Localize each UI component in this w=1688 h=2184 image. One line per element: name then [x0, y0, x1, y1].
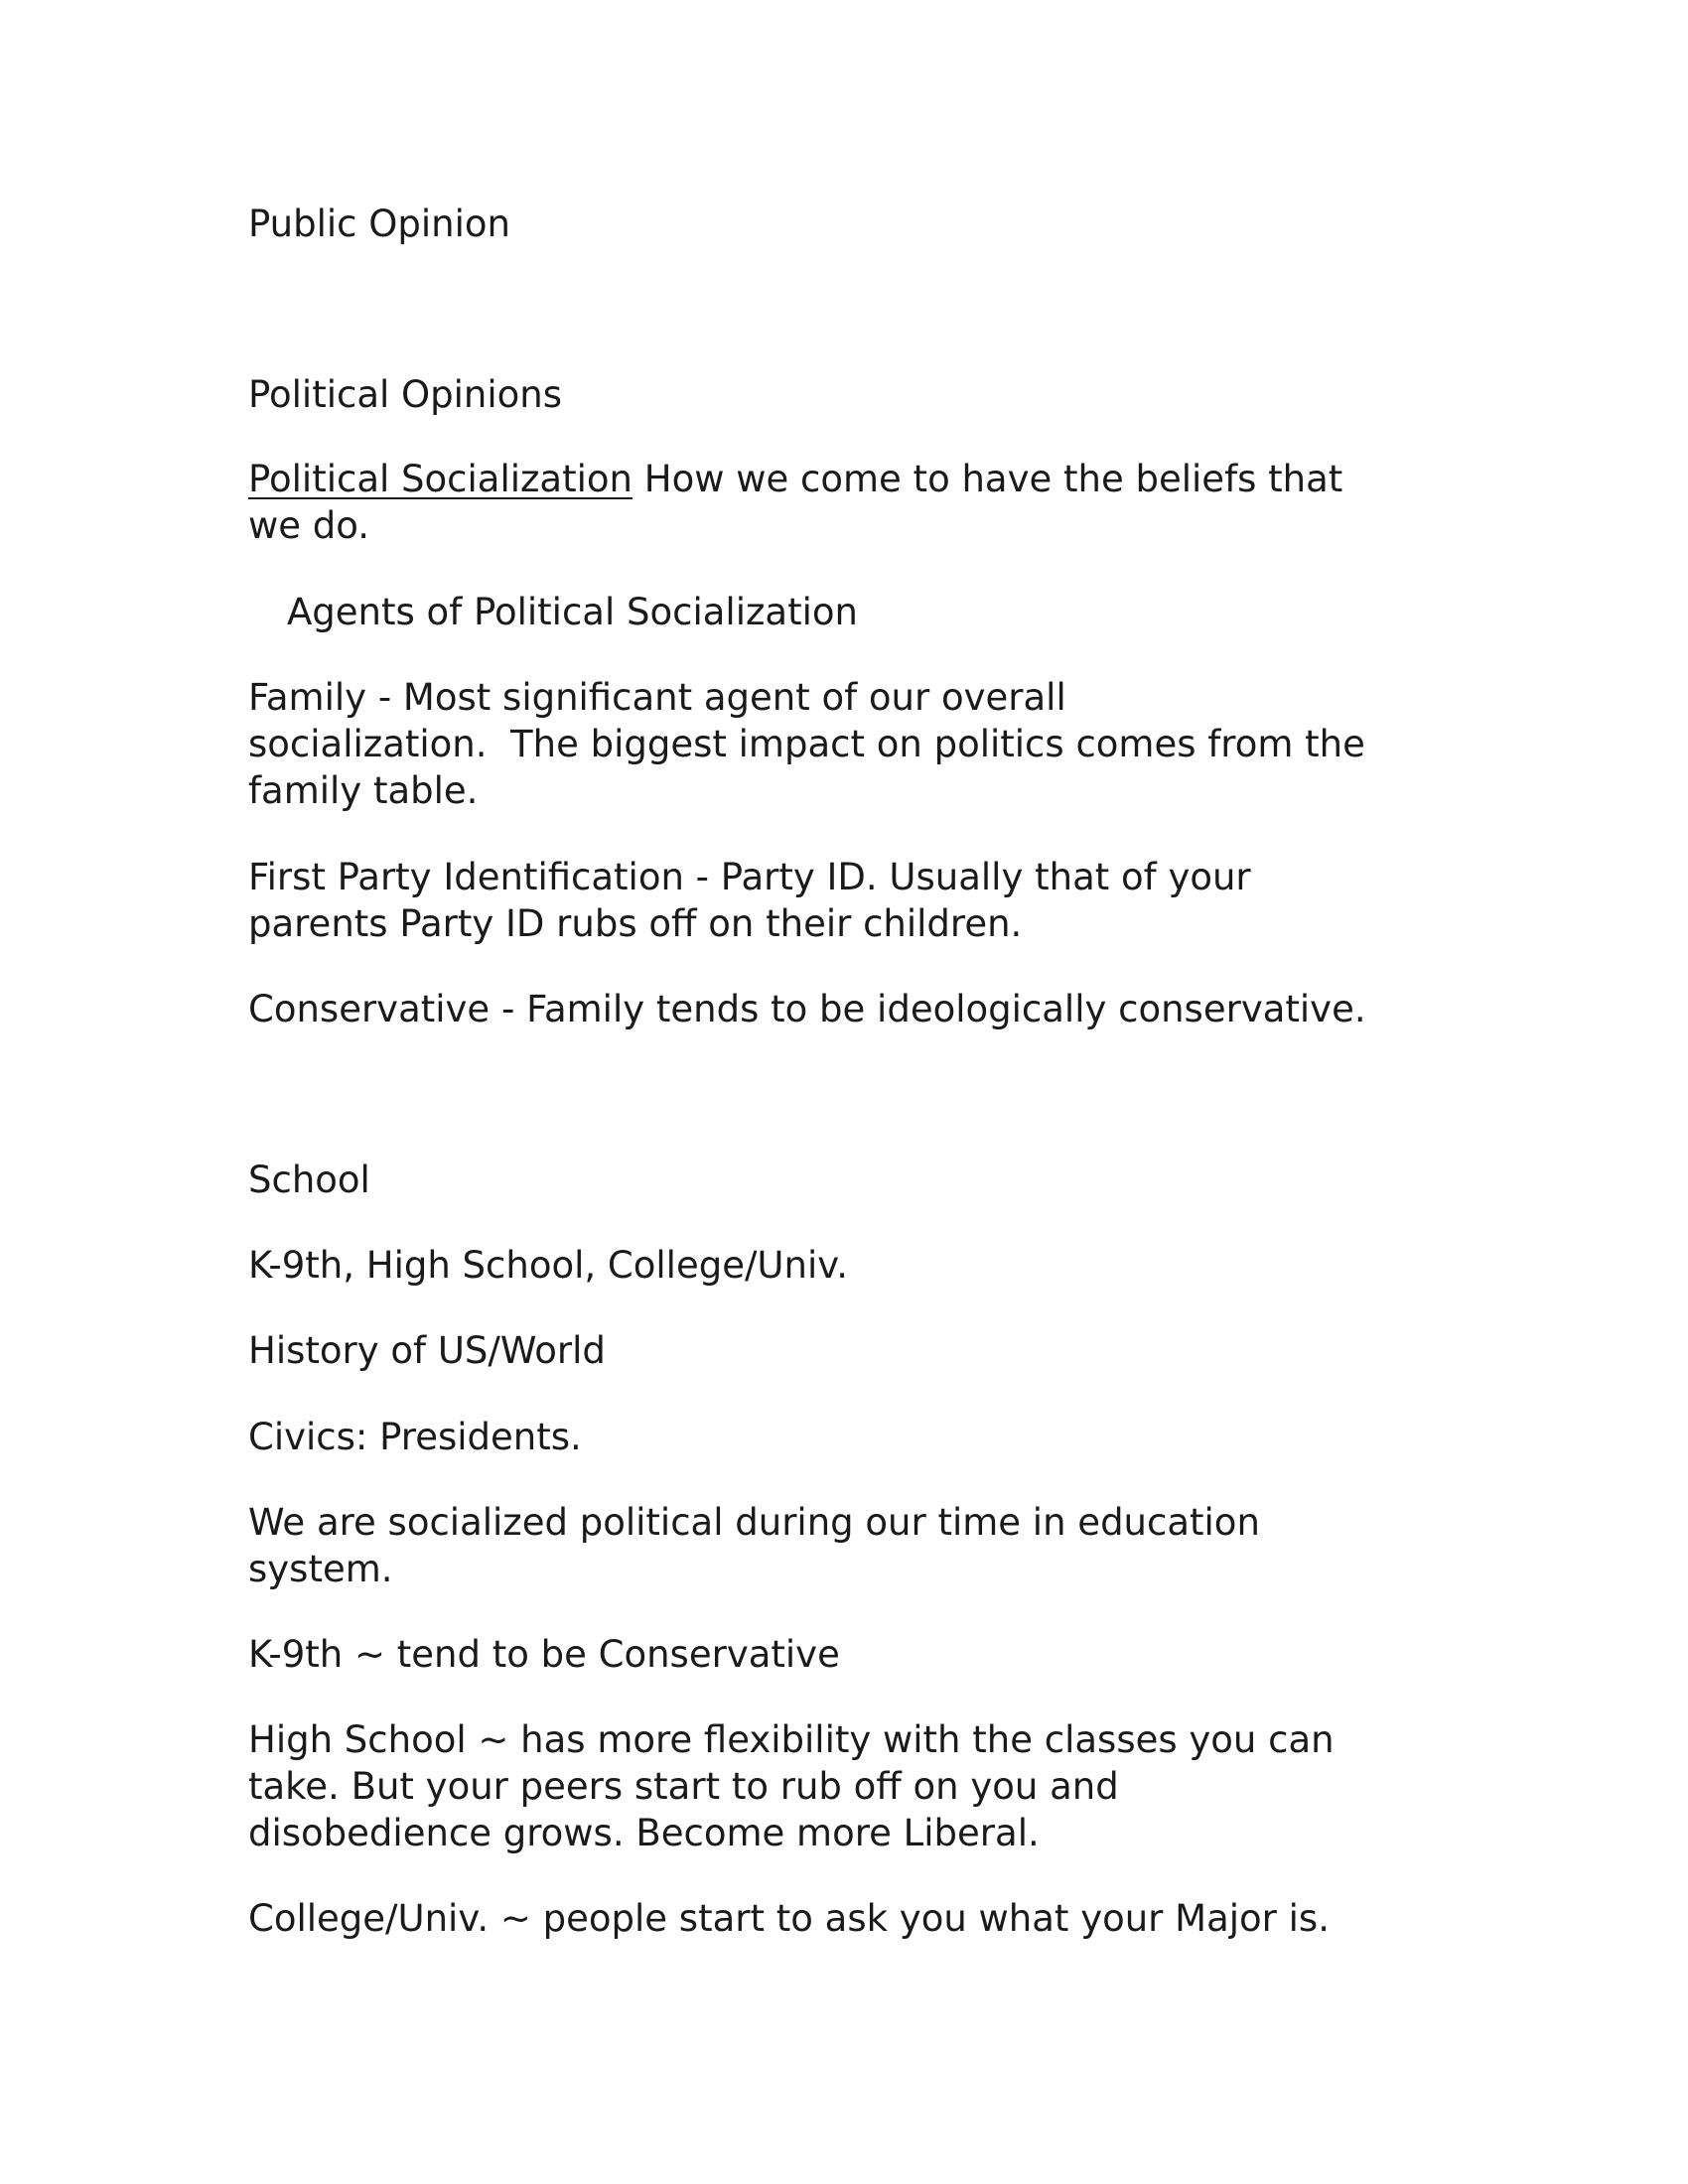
party-id-line-1: First Party Identification - Party ID. Usually that of your — [248, 856, 1251, 898]
socialized-line-2: system. — [248, 1548, 393, 1590]
definition-line-1 — [248, 456, 1342, 502]
document-title: Public Opinion — [248, 203, 510, 245]
history-line: History of US/World — [248, 1329, 606, 1372]
agents-subheading: Agents of Political Socialization — [287, 591, 858, 633]
definition-term: Political Socialization — [248, 458, 633, 500]
family-paragraph-line-2: socialization. The biggest impact on politics comes from the — [248, 723, 1365, 765]
k9-line: K-9th ~ tend to be Conservative — [248, 1633, 840, 1676]
high-school-line-3: disobedience grows. Become more Liberal. — [248, 1812, 1040, 1854]
high-school-line-2: take. But your peers start to rub off on you and — [248, 1765, 1119, 1808]
section-heading: Political Opinions — [248, 373, 563, 416]
definition-line-2: we do. — [248, 504, 370, 547]
civics-line: Civics: Presidents. — [248, 1416, 582, 1458]
family-paragraph-line-1: Family - Most significant agent of our overall — [248, 676, 1066, 719]
college-line: College/Univ. ~ people start to ask you what your Major is. — [248, 1897, 1330, 1940]
conservative-paragraph: Conservative - Family tends to be ideologically conservative. — [248, 988, 1366, 1030]
high-school-line-1: High School ~ has more flexibility with the classes you can — [248, 1718, 1335, 1761]
school-heading: School — [248, 1159, 370, 1201]
definition-text: How we come to have the beliefs that — [632, 458, 1343, 500]
socialized-line-1: We are socialized political during our time in education — [248, 1501, 1260, 1544]
party-id-line-2: parents Party ID rubs off on their children. — [248, 902, 1023, 945]
school-levels: K-9th, High School, College/Univ. — [248, 1244, 849, 1287]
family-paragraph-line-3: family table. — [248, 769, 479, 812]
